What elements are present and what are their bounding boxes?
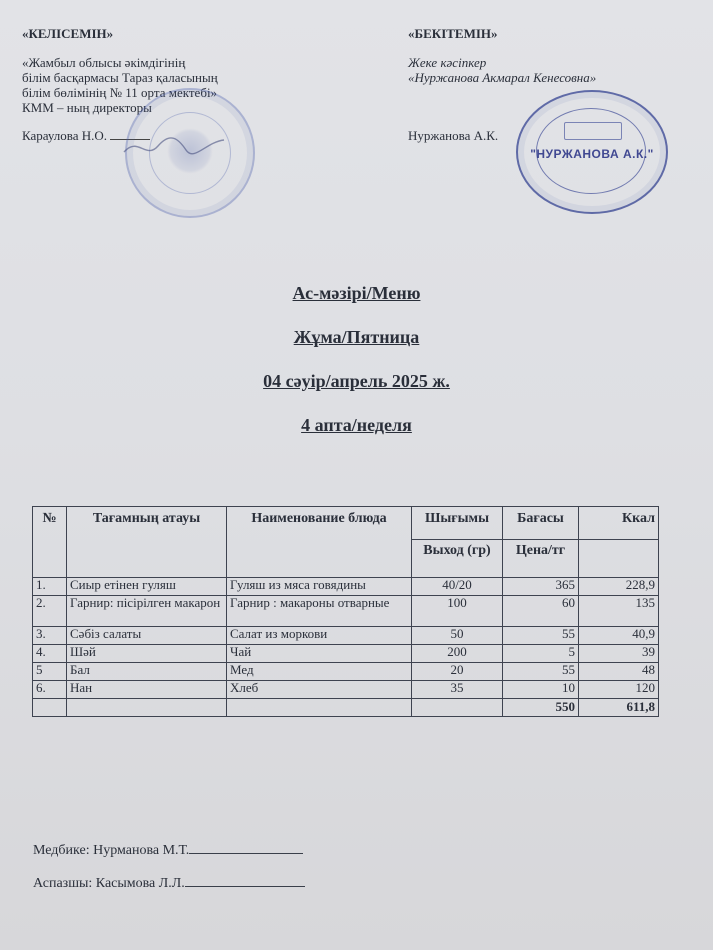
approved-line-2: «Нуржанова Акмарал Кенесовна» bbox=[408, 70, 597, 85]
director-signature bbox=[120, 132, 230, 162]
row-name-kz: Бал bbox=[67, 663, 227, 681]
row-output: 50 bbox=[412, 627, 503, 645]
subheader-empty-1 bbox=[33, 540, 67, 578]
entrepreneur-stamp-tag bbox=[564, 122, 622, 140]
approved-line-1: Жеке кәсіпкер bbox=[408, 55, 487, 70]
row-price: 365 bbox=[503, 578, 579, 596]
nurse-sign-underline bbox=[189, 839, 303, 854]
table-row bbox=[33, 681, 659, 699]
table-subheader-row bbox=[33, 540, 659, 578]
agreed-org-line-2: білім басқармасы Тараз қаласының bbox=[22, 70, 218, 85]
row-name-ru: Хлеб bbox=[227, 681, 412, 699]
row-output: 35 bbox=[412, 681, 503, 699]
total-empty-2 bbox=[67, 699, 227, 717]
table-row bbox=[33, 578, 659, 596]
subheader-empty-4 bbox=[579, 540, 659, 578]
row-kcal: 228,9 bbox=[579, 578, 659, 596]
header-kcal: Ккал bbox=[579, 507, 659, 540]
agreed-org-line-4: КММ – ның директоры bbox=[22, 100, 152, 115]
row-output: 20 bbox=[412, 663, 503, 681]
menu-date: 04 сәуір/апрель 2025 ж. bbox=[263, 371, 450, 391]
menu-title: Ас-мәзірі/Меню bbox=[292, 283, 421, 303]
table-row bbox=[33, 596, 659, 627]
table-header-row bbox=[33, 507, 659, 540]
row-name-ru: Гуляш из мяса говядины bbox=[227, 578, 412, 596]
row-price: 60 bbox=[503, 596, 579, 627]
header-price-ru: Цена/тг bbox=[503, 540, 579, 578]
row-price: 55 bbox=[503, 627, 579, 645]
agreed-signer-name: Караулова Н.О. bbox=[22, 128, 108, 143]
menu-table bbox=[32, 506, 659, 717]
table-row bbox=[33, 663, 659, 681]
row-price: 5 bbox=[503, 645, 579, 663]
approved-signer-name: Нуржанова А.К. bbox=[408, 128, 499, 143]
entrepreneur-stamp-name: "НУРЖАНОВА А.К." bbox=[530, 147, 654, 161]
row-output: 100 bbox=[412, 596, 503, 627]
table-row bbox=[33, 645, 659, 663]
header-name-kz: Тағамның атауы bbox=[67, 507, 227, 540]
total-kcal: 611,8 bbox=[579, 699, 659, 717]
row-num: 6. bbox=[33, 681, 67, 699]
table-total-row bbox=[33, 699, 659, 717]
row-price: 55 bbox=[503, 663, 579, 681]
row-name-kz: Нан bbox=[67, 681, 227, 699]
row-name-kz: Шәй bbox=[67, 645, 227, 663]
row-num: 5 bbox=[33, 663, 67, 681]
total-empty-1 bbox=[33, 699, 67, 717]
row-name-ru: Мед bbox=[227, 663, 412, 681]
subheader-empty-2 bbox=[67, 540, 227, 578]
header-name-ru: Наименование блюда bbox=[227, 507, 412, 540]
row-num: 2. bbox=[33, 596, 67, 627]
row-kcal: 39 bbox=[579, 645, 659, 663]
header-price-kz: Бағасы bbox=[503, 507, 579, 540]
nurse-signature-line bbox=[33, 839, 303, 859]
subheader-empty-3 bbox=[227, 540, 412, 578]
row-name-ru: Чай bbox=[227, 645, 412, 663]
agreed-title: «КЕЛІСЕМІН» bbox=[22, 26, 114, 41]
row-kcal: 135 bbox=[579, 596, 659, 627]
total-price: 550 bbox=[503, 699, 579, 717]
row-name-kz: Сәбіз салаты bbox=[67, 627, 227, 645]
menu-week: 4 апта/неделя bbox=[301, 415, 412, 435]
agreed-org-line-1: «Жамбыл облысы әкімдігінің bbox=[22, 55, 186, 70]
row-name-kz: Гарнир: пісірілген макарон bbox=[67, 596, 227, 627]
row-kcal: 120 bbox=[579, 681, 659, 699]
row-num: 4. bbox=[33, 645, 67, 663]
cook-signature-line bbox=[33, 872, 305, 892]
table-row bbox=[33, 627, 659, 645]
header-output-kz: Шығымы bbox=[412, 507, 503, 540]
total-empty-4 bbox=[412, 699, 503, 717]
cook-sign-underline bbox=[185, 872, 305, 887]
row-price: 10 bbox=[503, 681, 579, 699]
menu-title-block bbox=[0, 283, 713, 459]
row-kcal: 48 bbox=[579, 663, 659, 681]
row-num: 3. bbox=[33, 627, 67, 645]
header-num: № bbox=[33, 507, 67, 540]
row-output: 40/20 bbox=[412, 578, 503, 596]
total-empty-3 bbox=[227, 699, 412, 717]
row-name-ru: Гарнир : макароны отварные bbox=[227, 596, 412, 627]
approved-title: «БЕКІТЕМІН» bbox=[408, 26, 498, 41]
entrepreneur-stamp bbox=[516, 90, 668, 214]
cook-name: Аспазшы: Касымова Л.Л. bbox=[33, 876, 185, 891]
row-num: 1. bbox=[33, 578, 67, 596]
menu-day: Жұма/Пятница bbox=[293, 327, 420, 347]
agreed-org-line-3: білім бөлімінің № 11 орта мектебі» bbox=[22, 85, 218, 100]
header-output-ru: Выход (гр) bbox=[412, 540, 503, 578]
nurse-name: Медбике: Нурманова М.Т. bbox=[33, 843, 190, 858]
row-name-ru: Салат из моркови bbox=[227, 627, 412, 645]
row-output: 200 bbox=[412, 645, 503, 663]
row-kcal: 40,9 bbox=[579, 627, 659, 645]
row-name-kz: Сиыр етінен гуляш bbox=[67, 578, 227, 596]
